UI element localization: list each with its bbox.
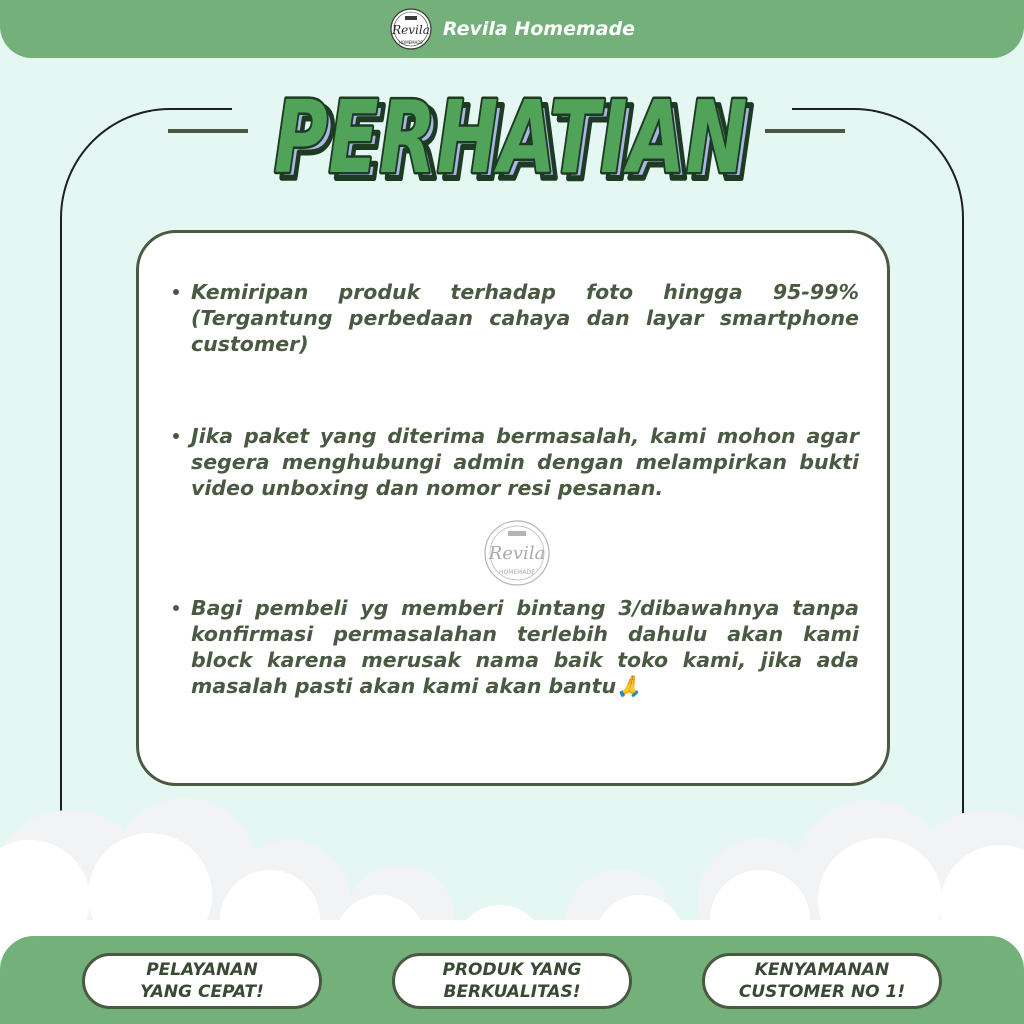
svg-text:HOMEMADE: HOMEMADE [499, 569, 535, 576]
badge-customer-comfort: KENYAMANAN CUSTOMER NO 1! [702, 953, 942, 1009]
title-divider-left [168, 129, 248, 133]
list-item: Bagi pembeli yg memberi bintang 3/dibawahnya tanpa konfirmasi permasalahan terlebih dahulu akan kami block karena merusak nama baik toko kami, jika ada masalah pasti akan kami akan bantu🙏 [191, 596, 859, 698]
header-bar [0, 0, 1024, 58]
badge-quality-product: PRODUK YANG BERKUALITAS! [392, 953, 632, 1009]
list-item: Jika paket yang diterima bermasalah, kami mohon agar segera menghubungi admin dengan melampirkan bukti video unboxing dan nomor resi pesanan. [191, 424, 859, 500]
watermark-logo-icon [481, 517, 553, 589]
page-title [255, 66, 769, 206]
badge-fast-service: PELAYANAN YANG CEPAT! [82, 953, 322, 1009]
list-item: Kemiripan produk terhadap foto hingga 95-99% (Tergantung perbedaan cahaya dan layar smartphone customer) [191, 280, 859, 356]
svg-text:Revila: Revila [392, 23, 430, 37]
revila-logo-icon [389, 7, 433, 51]
svg-text:Revila: Revila [488, 543, 546, 564]
title-divider-right [765, 129, 845, 133]
brand-name: Revila Homemade [442, 18, 636, 40]
notice-card [136, 230, 890, 786]
title-fill: PERHATIAN [274, 79, 748, 196]
cloud-decoration [0, 790, 1024, 960]
svg-text:HOMEMADE: HOMEMADE [398, 40, 423, 45]
title-shadow: PERHATIAN [280, 85, 754, 202]
